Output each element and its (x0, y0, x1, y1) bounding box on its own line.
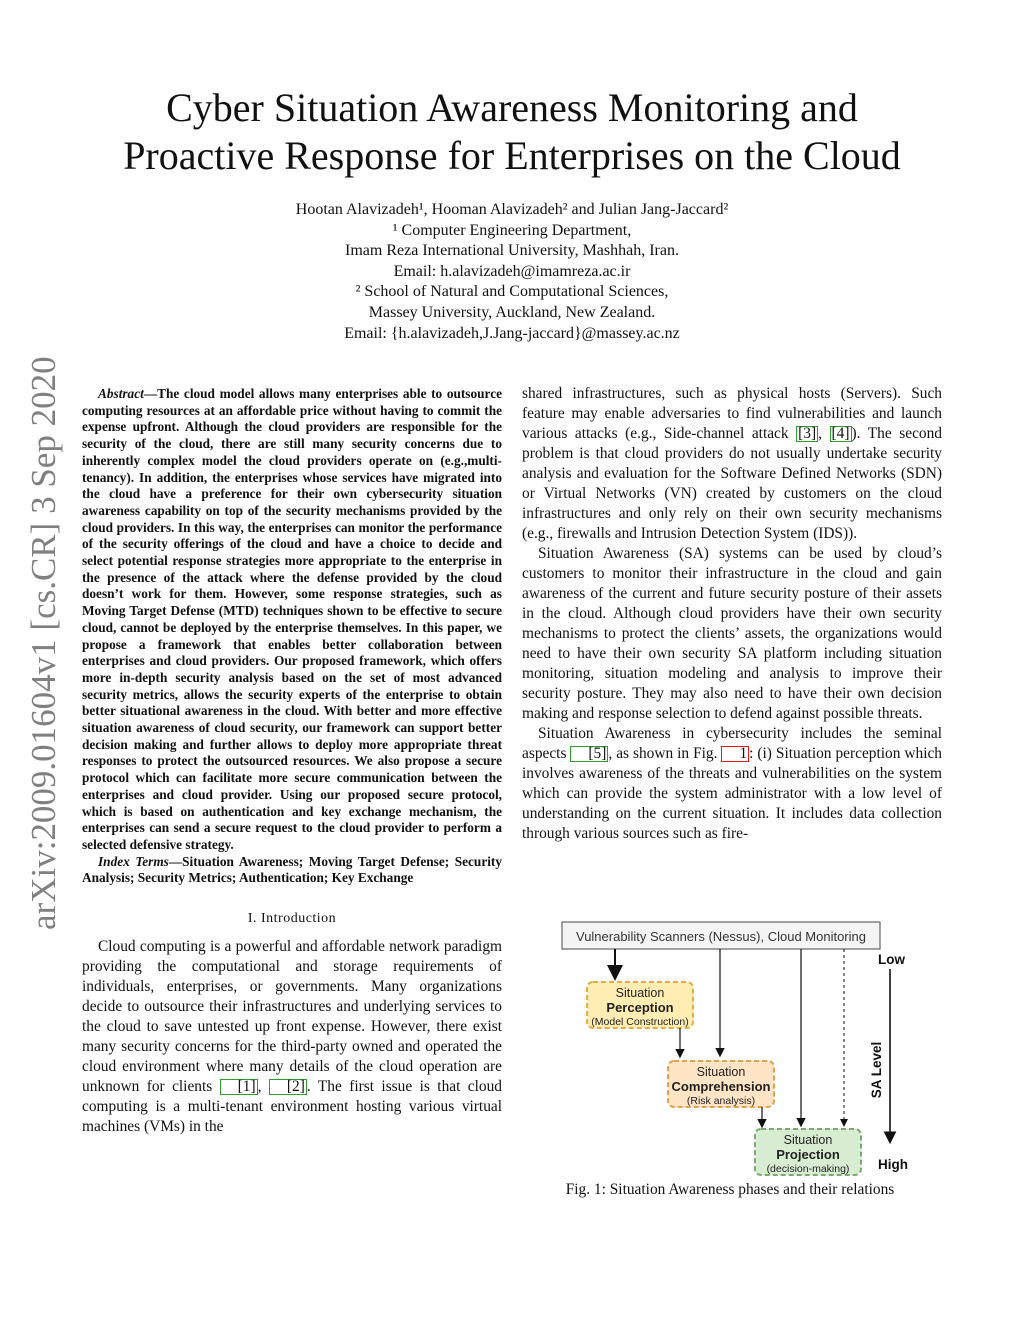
arxiv-identifier: arXiv:2009.01604v1 [cs.CR] 3 Sep 2020 (24, 356, 63, 930)
index-terms (82, 854, 502, 887)
affiliation-1-dept: ¹ Computer Engineering Department, (392, 221, 632, 239)
comprehension-line-1: Situation (696, 1065, 746, 1079)
abstract-text: —The cloud model allows many enterprises able to outsource computing resources at an affordable price without having to commit the expense upfront. Although the cloud providers are responsible for the security of the cloud, there are still many security concerns due to inherently complex model the cloud providers operate on (e.g.,multi-tenancy). In addition, the enterprises whose services have migrated into the cloud have a preference for their own cybersecurity situation awareness capability on top of the security mechanisms provided by the cloud providers. In this way, the enterprises can monitor the performance of the security offerings of the cloud and have a choice to decide and select potential response strategies more appropriate to the enterprise in the presence of the attack where the defense provided by the cloud doesn’t work for them. However, some response strategies, such as Moving Target Defense (MTD) techniques shown to be effective to secure cloud, cannot be deployed by the enterprise themselves. In this paper, we propose a framework that enables better collaboration between enterprises and cloud providers. Our proposed framework, which offers more in-depth security analysis based on the set of most advanced security metrics, allows the security experts of the enterprise to obtain better situational awareness in the cloud. With better and more effective situation awareness of cloud security, our framework can support better decision making and further allows to deploy more appropriate threat responses to protect the outsourced resources. We also propose a secure protocol which can facilitate more secure communication between the enterprises and cloud provider. Using our proposed secure protocol, which is based on authentication and key exchange mechanism, the enterprises can send a secure request to the cloud provider to perform a selected defensive strategy. (82, 386, 502, 852)
author-block (180, 200, 844, 344)
perception-line-2: Perception (606, 1000, 674, 1015)
perception-line-1: Situation (615, 986, 665, 1000)
citation-link-5[interactable]: [5] (570, 746, 608, 762)
comprehension-line-3: (Risk analysis) (686, 1095, 756, 1107)
index-terms-label: Index Terms (98, 853, 169, 869)
right-text-1b: ). The second problem is that cloud providers do not usually undertake security analysis and evaluation for the Software Defined Networks (SDN) or Virtual Networks (VN) created by customers on the cloud infrastructures and only rely on their own security mechanisms (e.g., firewalls and Intrusion Detection System (IDS)). (522, 425, 942, 542)
section-heading-introduction: I. Introduction (247, 911, 337, 927)
citation-link-3[interactable]: [3] (798, 425, 817, 442)
figure-diagram (520, 915, 940, 1177)
perception-line-3: (Model Construction) (591, 1016, 689, 1028)
right-text-3b: , as shown in Fig. (608, 745, 722, 762)
figure-caption: Fig. 1: Situation Awareness phases and their relations (565, 1181, 895, 1198)
left-column (82, 386, 502, 1137)
low-label: Low (878, 952, 905, 967)
affiliation-2-email: Email: {h.alavizadeh,J.Jang-jaccard}@massey.ac.nz (344, 324, 680, 342)
right-paragraph-1 (522, 384, 942, 544)
affiliation-2-school: ² School of Natural and Computational Sciences, (355, 283, 669, 301)
sa-level-label: SA Level (869, 1041, 884, 1099)
high-label: High (878, 1157, 908, 1172)
projection-line-3: (decision-making) (766, 1163, 850, 1175)
citation-link-2[interactable]: [2] (269, 1079, 307, 1095)
title-line-2: Proactive Response for Enterprises on the Cloud (123, 133, 901, 178)
title-line-1: Cyber Situation Awareness Monitoring and (166, 85, 858, 130)
top-source-label: Vulnerability Scanners (Nessus), Cloud Monitoring (576, 929, 866, 944)
right-column (522, 384, 942, 844)
citation-link-1[interactable]: [1] (220, 1079, 258, 1095)
citation-link-4[interactable]: [4] (831, 425, 850, 442)
projection-line-1: Situation (783, 1133, 833, 1147)
paper-title (60, 84, 964, 180)
comprehension-line-2: Comprehension (671, 1079, 771, 1094)
right-text-1a: shared infrastructures, such as physical hosts (Servers). Such feature may enable adversaries to find vulnerabilities and launch various attacks (e.g., Side-channel attack (522, 385, 942, 442)
figure-1 (520, 915, 940, 1205)
affiliation-1-institution: Imam Reza International University, Mashhah, Iran. (345, 242, 679, 260)
affiliation-2-institution: Massey University, Auckland, New Zealand. (368, 303, 656, 321)
citation-separator: , (818, 425, 830, 442)
affiliation-1-email: Email: h.alavizadeh@imamreza.ac.ir (393, 262, 631, 280)
index-terms-text: —Situation Awareness; Moving Target Defense; Security Analysis; Security Metrics; Authentication; Key Exchange (82, 853, 503, 886)
author-names: Hootan Alavizadeh¹, Hooman Alavizadeh² and Julian Jang-Jaccard² (295, 201, 729, 218)
abstract (82, 386, 502, 854)
intro-text-a: Cloud computing is a powerful and affordable network paradigm providing the computational and storage requirements of individuals, enterprises, or governments. Many organizations decide to outsource their infrastructures and underlying services to the cloud to save untested up front expense. However, there exist many security concerns for the third-party owned and operated the cloud environment where many details of the cloud operation are unknown for clients (82, 938, 502, 1096)
right-paragraph-3 (522, 724, 942, 844)
figure-ref-link[interactable]: 1 (721, 746, 749, 762)
arxiv-stamp (14, 356, 74, 930)
intro-paragraph-1 (82, 937, 502, 1137)
citation-separator: , (257, 1078, 269, 1096)
right-paragraph-2: Situation Awareness (SA) systems can be used by cloud’s customers to monitor their infrastructure in the cloud and gain awareness of the current and future security posture of their assets in the cloud. Although cloud providers have their own security mechanisms to protect the clients’ assets, the organizations would need to have their own security SA platform including situation monitoring, situation modeling and analysis to improve their security posture. They may also need to have their own decision making and response selection to defend against possible threats. (522, 545, 942, 722)
projection-line-2: Projection (776, 1147, 840, 1162)
right-text-3a: Situation Awareness in cybersecurity includes the seminal aspects (522, 725, 942, 762)
right-text-3c: : (i) Situation perception which involves awareness of the threats and vulnerabilities on the system which can provide the system administrator with a low level of understanding on the current situation. It includes data collection through various sources such as fire- (522, 745, 942, 842)
intro-text-b: . The first issue is that cloud computing is a multi-tenant environment hosting various virtual machines (VMs) in the (82, 1078, 502, 1136)
abstract-label: Abstract (98, 386, 144, 401)
